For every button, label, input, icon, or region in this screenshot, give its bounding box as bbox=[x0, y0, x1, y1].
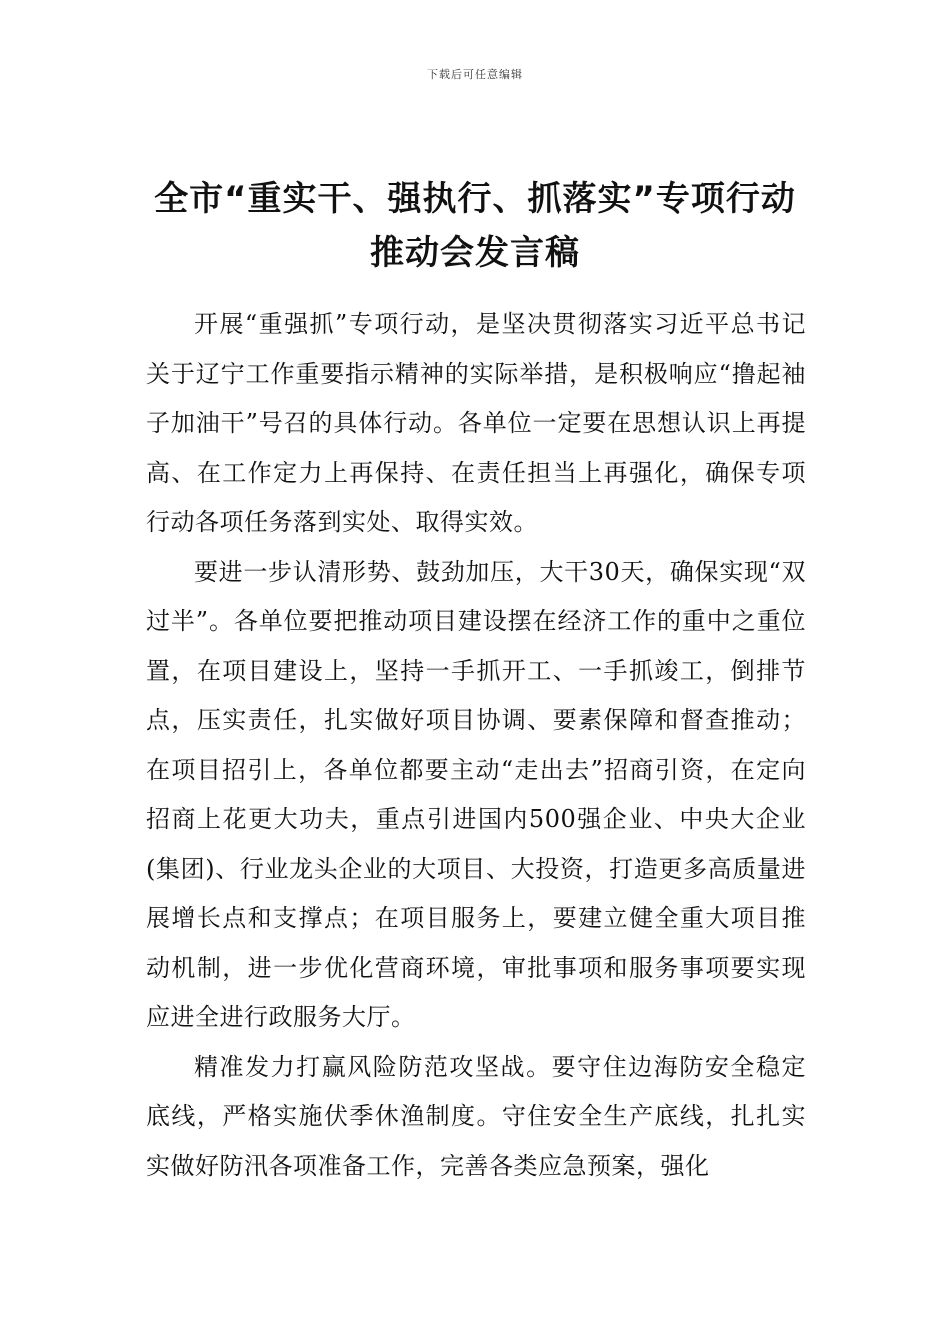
paragraph-1: 开展“重强抓”专项行动，是坚决贯彻落实习近平总书记关于辽宁工作重要指示精神的实际举措，是积极响应“撸起袖子加油干”号召的具体行动。各单位一定要在思想认识上再提高、在工作定力上再保持、在责任担当上再强化，确保专项行动各项任务落到实处、取得实效。 bbox=[146, 310, 806, 536]
document-title: 全市“重实干、强执行、抓落实”专项行动推动会发言稿 bbox=[154, 179, 796, 273]
paragraph-3: 精准发力打赢风险防范攻坚战。要守住边海防安全稳定底线，严格实施伏季休渔制度。守住安全生产底线，扎扎实实做好防汛各项准备工作，完善各类应急预案，强化 bbox=[146, 1052, 806, 1180]
paragraph-2: 要进一步认清形势、鼓劲加压，大干30天，确保实现“双过半”。各单位要把推动项目建设摆在经济工作的重中之重位置，在项目建设上，坚持一手抓开工、一手抓竣工，倒排节点，压实责任，扎实做好项目协调、要素保障和督查推动；在项目招引上，各单位都要主动“走出去”招商引资，在定向招商上花更大功夫，重点引进国内500强企业、中央大企业(集团)、行业龙头企业的大项目、大投资，打造更多高质量进展增长点和支撑点；在项目服务上，要建立健全重大项目推动机制，进一步优化营商环境，审批事项和服务事项要实现应进全进行政服务大厅。 bbox=[146, 557, 806, 1031]
header-note: 下载后可任意编辑 bbox=[427, 68, 523, 81]
document-body bbox=[146, 300, 806, 1191]
